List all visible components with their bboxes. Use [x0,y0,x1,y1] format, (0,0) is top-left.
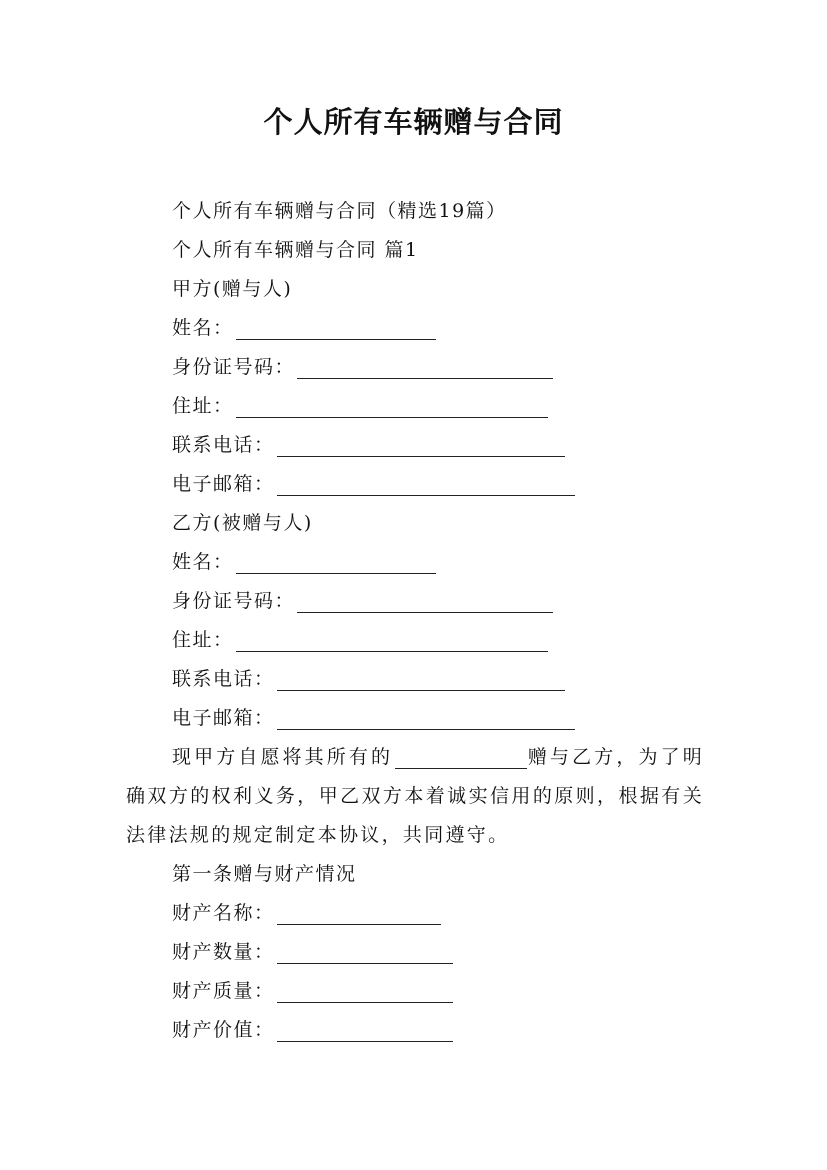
property-name-row [126,894,706,933]
party-a-phone-label: 联系电话： [172,434,275,456]
property-name-blank[interactable] [277,898,441,925]
intro-paragraph [126,738,704,855]
property-quality-row [126,972,706,1011]
party-a-id-blank[interactable] [297,352,553,379]
property-quality-label: 财产质量： [172,980,275,1002]
section-heading: 个人所有车辆赠与合同 篇1 [172,239,419,261]
party-b-heading: 乙方(被赠与人) [172,512,313,534]
party-a-address-label: 住址： [172,395,234,417]
party-a-name-label: 姓名： [172,317,234,339]
party-b-name-blank[interactable] [236,547,436,574]
property-quantity-blank[interactable] [277,937,453,964]
party-b-email-row [126,699,706,738]
party-a-heading: 甲方(赠与人) [172,278,293,300]
party-b-address-label: 住址： [172,629,234,651]
party-b-phone-blank[interactable] [277,664,565,691]
party-b-id-row [126,582,706,621]
party-b-phone-label: 联系电话： [172,668,275,690]
property-name-label: 财产名称： [172,902,275,924]
party-b-address-blank[interactable] [236,625,548,652]
property-value-row [126,1011,706,1050]
party-a-email-blank[interactable] [277,469,575,496]
party-a-name-blank[interactable] [236,313,436,340]
gift-item-blank[interactable] [395,742,527,769]
party-b-email-blank[interactable] [277,703,575,730]
party-b-name-row [126,543,706,582]
party-b-id-blank[interactable] [297,586,553,613]
party-a-name-row [126,309,706,348]
party-a-phone-blank[interactable] [277,430,565,457]
property-quality-blank[interactable] [277,976,453,1003]
party-a-email-label: 电子邮箱： [172,473,275,495]
party-a-id-row [126,348,706,387]
party-b-email-label: 电子邮箱： [172,707,275,729]
party-a-phone-row [126,426,706,465]
property-quantity-label: 财产数量： [172,941,275,963]
party-a-address-row [126,387,706,426]
document-subtitle: 个人所有车辆赠与合同（精选19篇） [172,200,507,222]
party-a-email-row [126,465,706,504]
article-1-heading: 第一条赠与财产情况 [172,863,357,885]
party-b-address-row [126,621,706,660]
property-quantity-row [126,933,706,972]
document-title: 个人所有车辆赠与合同 [263,105,564,139]
party-b-name-label: 姓名： [172,551,234,573]
party-a-address-blank[interactable] [236,391,548,418]
intro-text-after: 赠与乙方，为了明确双方的权利义务，甲乙双方本着诚实信用的原则，根据有关法律法规的规定制定本协议，共同遵守。 [126,746,704,846]
party-b-id-label: 身份证号码： [172,590,296,612]
party-b-phone-row [126,660,706,699]
document-body [126,192,706,1050]
property-value-label: 财产价值： [172,1019,275,1041]
property-value-blank[interactable] [277,1015,453,1042]
intro-text-before: 现甲方自愿将其所有的 [172,746,394,768]
party-a-id-label: 身份证号码： [172,356,296,378]
